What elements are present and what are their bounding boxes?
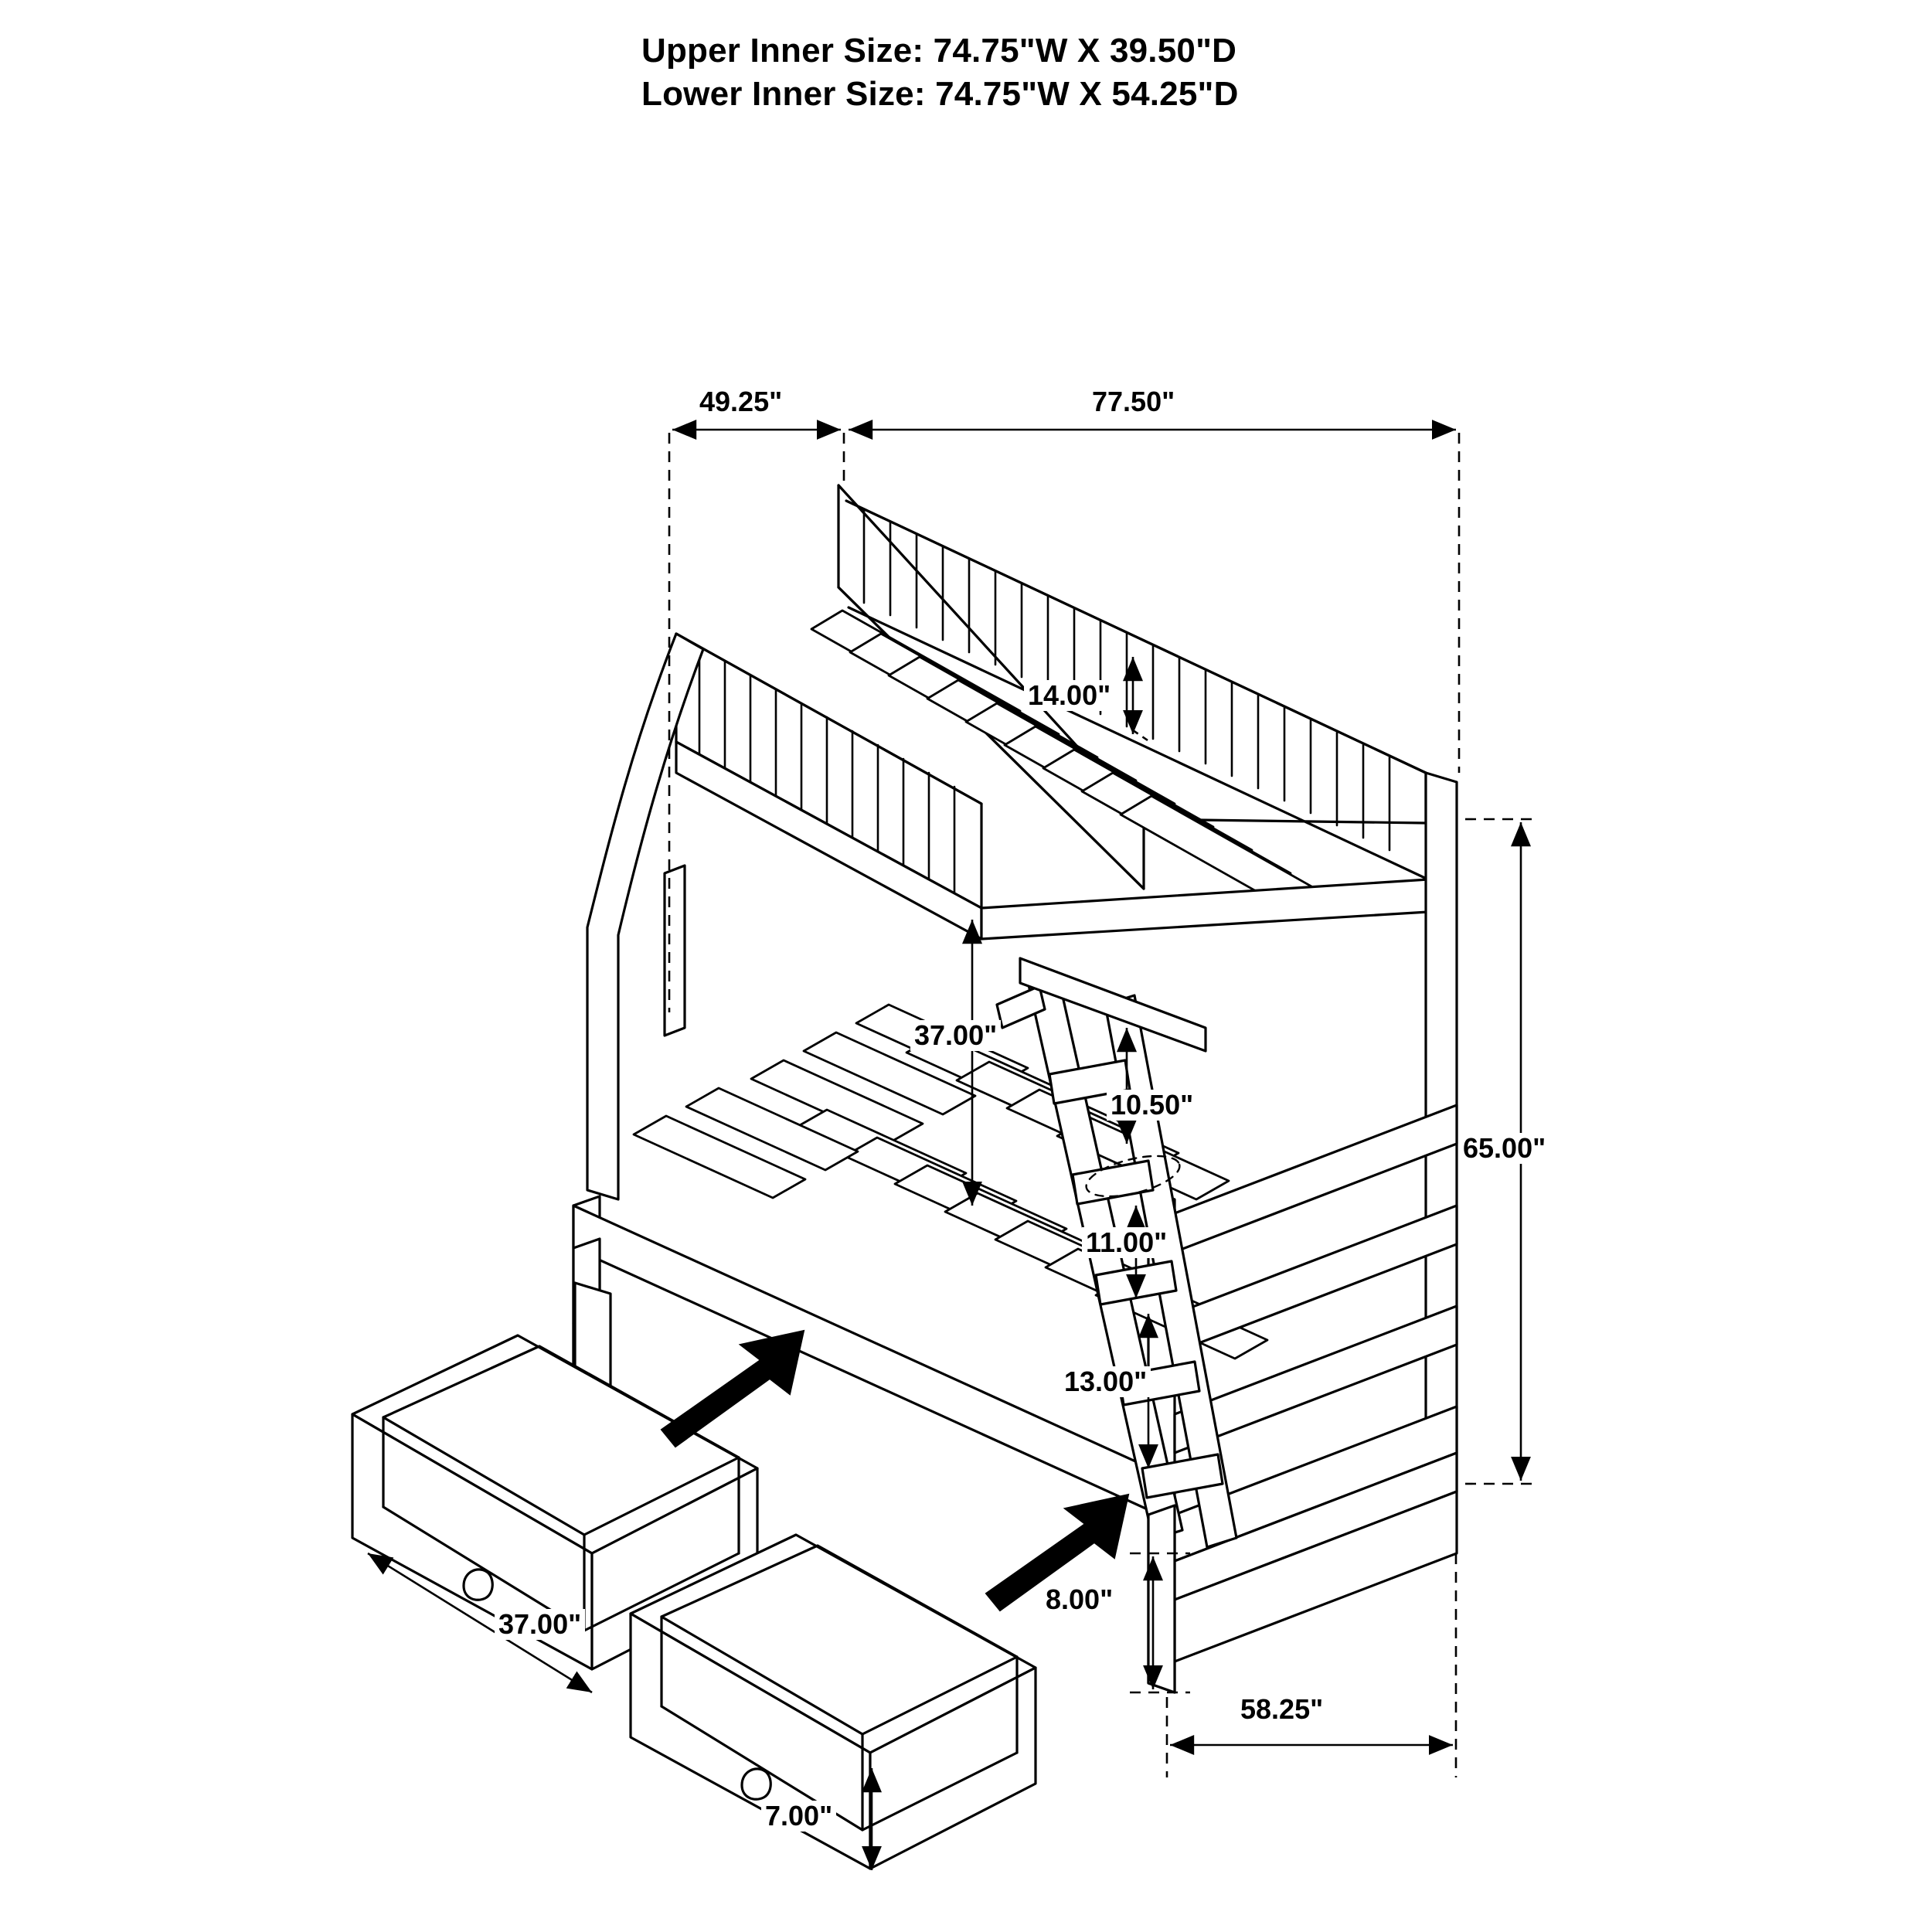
dim-label-10-50: 10.50" [1107,1090,1197,1121]
dim-label-13-00: 13.00" [1060,1366,1151,1397]
drawer-insert-arrow-left [662,1331,804,1447]
dim-label-65-00: 65.00" [1459,1133,1549,1164]
lower-inner-size-text: Lower Inner Size: 74.75"W X 54.25"D [641,75,1239,114]
dim-label-77-50: 77.50" [1088,386,1179,417]
dim-label-49-25: 49.25" [696,386,786,417]
upper-inner-size-text: Upper Inner Size: 74.75"W X 39.50"D [641,32,1237,70]
dim-label-7-00: 7.00" [761,1801,836,1832]
dim-label-14-00: 14.00" [1024,680,1114,711]
dim-label-37-00-drawer: 37.00" [495,1609,585,1640]
dim-label-58-25: 58.25" [1236,1694,1327,1725]
upper-bunk-far-beam [981,879,1428,939]
dim-label-11-00: 11.00" [1082,1227,1171,1258]
dim-label-8-00: 8.00" [1042,1584,1117,1615]
dim-label-37-00-clearance: 37.00" [910,1020,1001,1051]
